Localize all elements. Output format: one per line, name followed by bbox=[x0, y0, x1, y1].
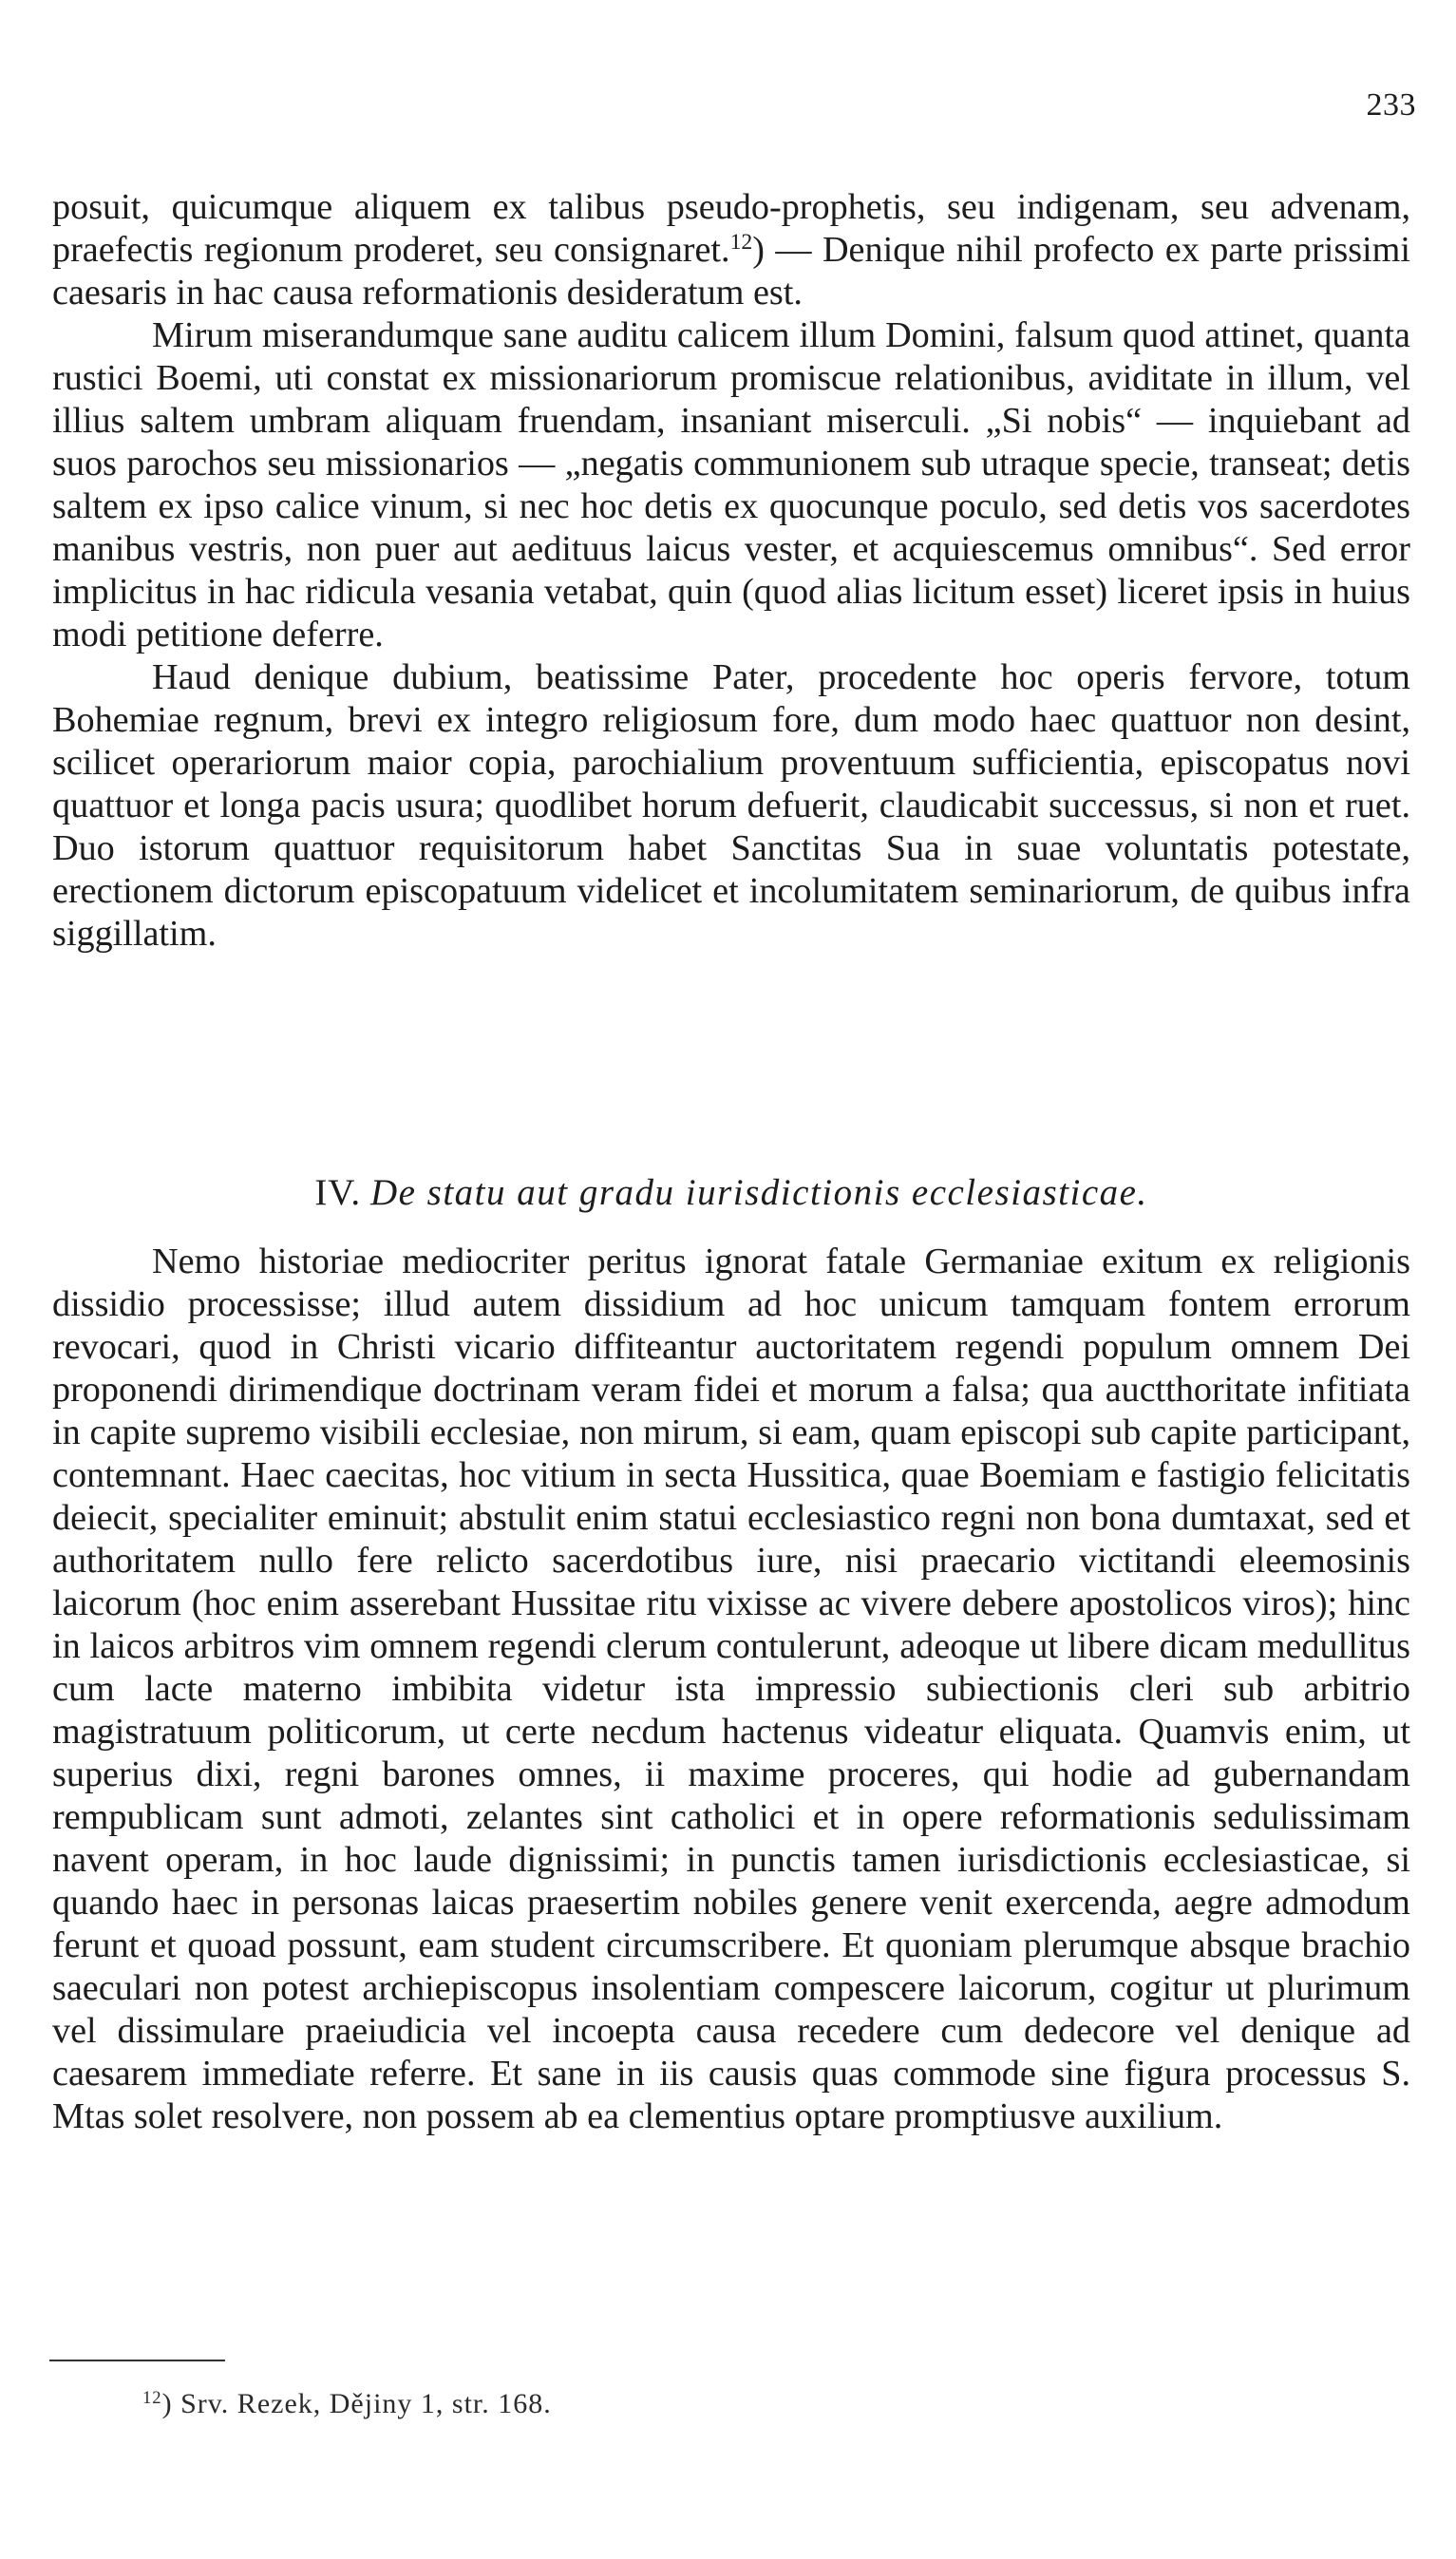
footnote-marker: 12 bbox=[142, 2387, 162, 2408]
section-number: IV. bbox=[314, 1172, 362, 1213]
paragraph: Mirum miserandumque sane auditu calicem illum Domini, falsum quod attinet, quanta rustici Boemi, uti constat ex missionariorum promiscue relationibus, aviditate in illum, vel illius saltem umbram aliquam fruendam, insaniant miserculi. „Si nobis“ — inquiebant ad suos parochos seu missionarios — „negatis communionem sub utraque specie, transeat; detis saltem ex ipso calice vinum, si nec hoc detis ex quocunque poculo, sed detis vos sacerdotes manibus vestris, non puer aut aedituus laicus vester, et acquiescemus omnibus“. Sed error implicitus in hac ridicula vesania vetabat, quin (quod alias licitum esset) liceret ipsis in huius modi petitione deferre. bbox=[52, 315, 1410, 654]
paragraph-text: posuit, quicumque aliquem ex talibus pseudo-prophetis, seu indigenam, seu advenam, praefectis regionum proderet, seu consignaret. bbox=[52, 187, 1410, 270]
paragraph: Nemo historiae mediocriter peritus ignorat fatale Germaniae exitum ex religionis dissidio processisse; illud autem dissidium ad hoc unicum tamquam fontem errorum revocari, quod in Christi vicario diffiteantur auctoritatem regendi populum omnem Dei proponendi dirimendique doctrinam veram fidei et morum a falsa; qua auctthoritate infitiata in capite supremo visibili ecclesiae, non mirum, si eam, quam episcopi sub capite participant, contemnant. Haec caecitas, hoc vitium in secta Hussitica, quae Boemiam e fastigio felicitatis deiecit, specialiter eminuit; abstulit enim statui ecclesiastico regni non bona dumtaxat, sed et authoritatem nullo fere relicto sacerdotibus iure, nisi praecario victitandi eleemosinis laicorum (hoc enim asserebant Hussitae ritu vixisse ac vivere debere apostolicos viros); hinc in laicos arbitros vim omnem regendi clerum contulerunt, adeoque ut libere dicam medullitus cum lacte materno imbibita videtur ista impressio subiectionis cleri sub arbitrio magistratuum politicorum, ut certe necdum hactenus videatur eliquata. Quamvis enim, ut superius dixi, regni barones omnes, ii maxime proceres, qui hodie ad gubernandam rempublicam sunt admoti, zelantes sint catholici et in opere reformationis sedulissimam navent operam, in hoc laude dignissimi; in punctis tamen iurisdictionis ecclesiasticae, si quando haec in personas laicas praesertim nobiles genere venit exercenda, aegre admodum ferunt et quoad possunt, eam student circumscribere. Et quoniam plerumque absque brachio saeculari non potest archiepiscopus insolentiam compescere laicorum, cogitur ut plurimum vel dissimulare praeiudicia vel incoepta causa recedere cum dedecore vel denique ad caesarem immediate referre. Et sane in iis causis quas commode sine figura processus S. Mtas solet resolvere, non possem ab ea clementius optare promptiusve auxilium. bbox=[52, 1242, 1410, 2136]
section-heading bbox=[52, 1170, 1410, 1216]
footnote-text: ) Srv. Rezek, Dějiny 1, str. 168. bbox=[161, 2388, 552, 2419]
footnote-divider bbox=[49, 2360, 225, 2361]
page-number: 233 bbox=[1366, 87, 1416, 123]
footnote bbox=[142, 2386, 552, 2422]
paragraph: Haud denique dubium, beatissime Pater, procedente hoc operis fervore, totum Bohemiae regnum, brevi ex integro religiosum fore, dum modo haec quattuor non desint, scilicet operariorum maior copia, parochialium proventuum sufficientia, episcopatus novi quattuor et longa pacis usura; quodlibet horum defuerit, claudicabit successus, si non et ruet. Duo istorum quattuor requisitorum habet Sanctitas Sua in suae voluntatis potestate, erectionem dictorum episcopatuum videlicet et incolumitatem seminariorum, de quibus infra siggillatim. bbox=[52, 657, 1410, 954]
body-text-upper bbox=[52, 186, 1410, 956]
paragraph-text: ) — Denique nihil profecto ex parte prissimi caesaris in hac causa reformationis desideratum est. bbox=[52, 230, 1410, 313]
paragraph-continued bbox=[52, 186, 1410, 314]
section-title: De statu aut gradu iurisdictionis ecclesiasticae. bbox=[369, 1172, 1148, 1213]
footnote-reference[interactable]: 12 bbox=[729, 229, 753, 255]
body-text-lower bbox=[52, 1241, 1410, 2138]
